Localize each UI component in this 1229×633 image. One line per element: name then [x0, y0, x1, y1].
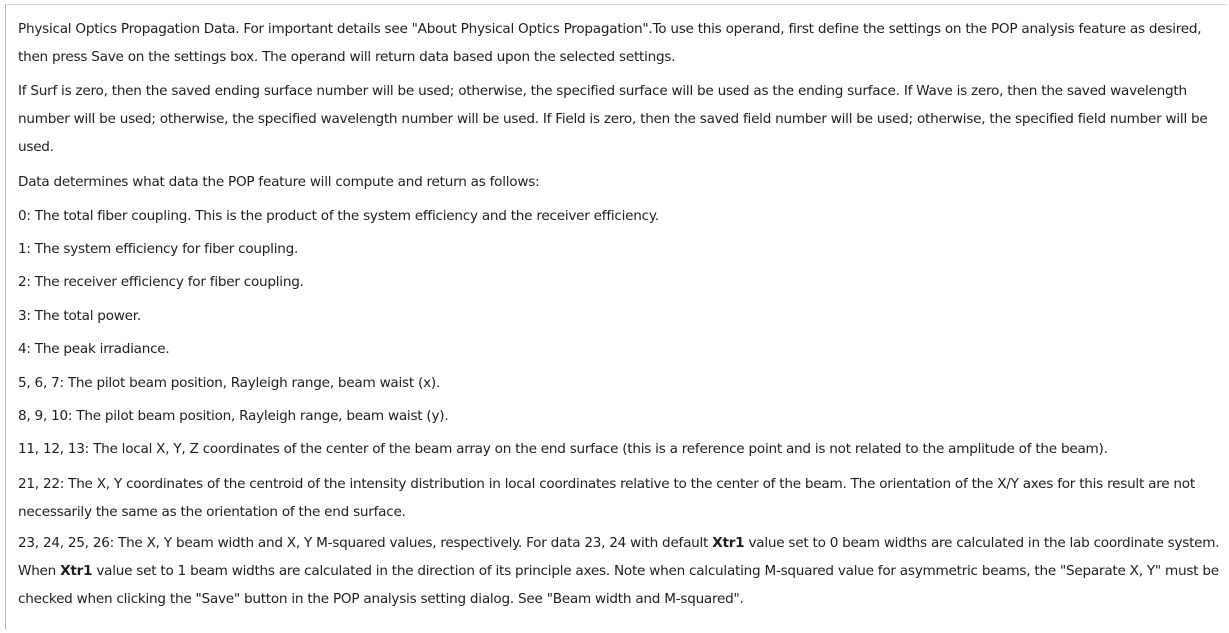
data-item-23-26-text-3: value set to 1 beam widths are calculated in the direction of its principle axes. Note when calculating M-squared value for asymmetric beams, the "Separate X, Y" must be checked when clicking the "Save" button in the POP analysis setting dialog. See "Beam width and M-squared". [18, 562, 1219, 607]
data-item-0: 0: The total fiber coupling. This is the product of the system efficiency and the receiver efficiency. [18, 207, 659, 224]
data-item-8-9-10: 8, 9, 10: The pilot beam position, Rayleigh range, beam waist (y). [18, 408, 449, 425]
operand-description [18, 15, 1228, 616]
data-intro-paragraph: Data determines what data the POP feature will compute and return as follows: [18, 174, 540, 191]
data-item-3: 3: The total power. [18, 307, 141, 324]
data-item-23-26-text-1: 23, 24, 25, 26: The X, Y beam width and X, Y M-squared values, respectively. For data 23, 24 with default [18, 534, 713, 551]
data-item-21-22: 21, 22: The X, Y coordinates of the centroid of the intensity distribution in local coordinates relative to the center of the beam. The orientation of the X/Y axes for this result are not necessarily the same as the orientation of the end surface. [18, 475, 1195, 520]
xtr1-term: Xtr1 [712, 534, 745, 551]
data-item-11-12-13: 11, 12, 13: The local X, Y, Z coordinates of the center of the beam array on the end surface (this is a reference point and is not related to the amplitude of the beam). [18, 441, 1108, 458]
data-item-1: 1: The system efficiency for fiber coupling. [18, 241, 299, 257]
data-item-2: 2: The receiver efficiency for fiber coupling. [18, 274, 304, 291]
surf-wave-field-paragraph: If Surf is zero, then the saved ending surface number will be used; otherwise, the specified surface will be used as the ending surface. If Wave is zero, then the saved wavelength number will be used; otherwise, the specified wavelength number will be used. If Field is zero, then the saved field number will be used; otherwise, the specified field number will be used. [18, 82, 1208, 155]
data-item-4: 4: The peak irradiance. [18, 341, 170, 358]
data-item-23-26-text-2: value set to 0 beam widths are calculated in the lab coordinate system. When [18, 534, 1220, 579]
intro-paragraph: Physical Optics Propagation Data. For important details see "About Physical Optics Propagation".To use this operand, first define the settings on the POP analysis feature as desired, then press Save on the settings box. The operand will return data based upon the selected settings. [18, 21, 1202, 65]
xtr1-term: Xtr1 [60, 562, 93, 579]
data-item-5-6-7: 5, 6, 7: The pilot beam position, Rayleigh range, beam waist (x). [18, 374, 440, 391]
data-item-23-26 [18, 529, 1228, 613]
